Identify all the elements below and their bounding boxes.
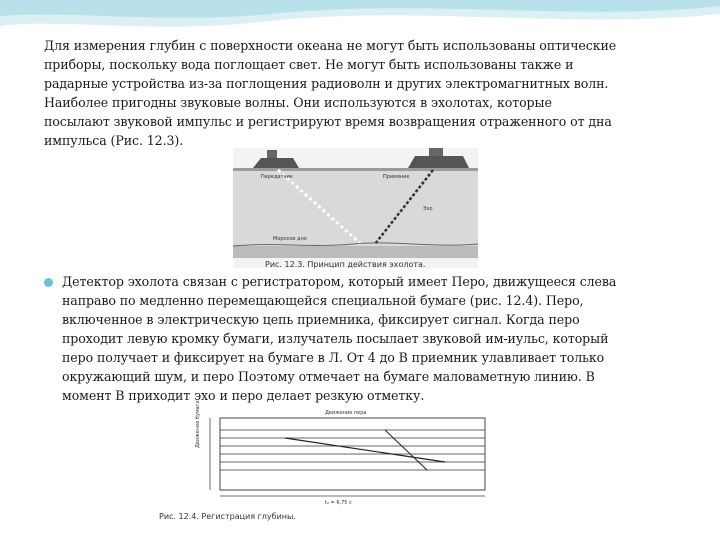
detector-paragraph (44, 272, 684, 405)
transmitter-label: Передатчик (261, 174, 293, 180)
time-label: t₂ = 6,75 с (325, 500, 352, 506)
paper-motion-label: Движение пера (325, 410, 367, 416)
text-line: окружающий шум, и перо Поэтому отмечает на бумаге маловаметную линию. В (62, 369, 595, 384)
seabed-label: Морское дно (273, 236, 307, 242)
bullet-icon (44, 278, 53, 287)
text-line: направо по медленно перемещающейся специальной бумаге (рис. 12.4). Перо, (62, 293, 584, 308)
depth-recording-figure (159, 400, 495, 526)
text-line: приборы, поскольку вода поглощает свет. Не могут быть использованы также и (44, 57, 574, 72)
text-line: Наиболее пригодны звуковые волны. Они используются в эхолотах, которые (44, 95, 552, 110)
echo-sounder-diagram (233, 148, 478, 258)
text-line: включенное в электрическую цепь приемника, фиксирует сигнал. Когда перо (62, 312, 580, 327)
text-line: радарные устройства из-за поглощения радиоволн и других электромагнитных волн. (44, 76, 609, 91)
echo-label: Эхо (423, 206, 433, 212)
figure1-caption: Рис. 12.3. Принцип действия эхолота. (265, 260, 426, 269)
receiver-label: Приемник (383, 174, 410, 180)
text-line: перо получает и фиксирует на бумаге в Л. От 4 до В приемник улавливает только (62, 350, 605, 365)
text-line: проходит левую кромку бумаги, излучатель посылает звуковой им-иульс, который (62, 331, 609, 346)
intro-paragraph (44, 36, 684, 150)
text-line: Для измерения глубин с поверхности океана не могут быть использованы оптические (44, 38, 617, 53)
text-line: момент В приходит эхо и перо делает резкую отметку. (62, 388, 425, 403)
decorative-wave-header (0, 0, 720, 40)
text-line: импульса (Рис. 12.3). (44, 133, 184, 148)
text-line: посылают звуковой импульс и регистрируют время возвращения отраженного от дна (44, 114, 612, 129)
echo-sounder-figure (233, 148, 478, 268)
figure2-caption: Рис. 12.4. Регистрация глубины. (159, 512, 296, 521)
vertical-label: Движение бумаги (195, 400, 201, 448)
bullet-line (44, 272, 684, 291)
text-line: Детектор эхолота связан с регистратором, который имеет Перо, движущееся слева (62, 274, 617, 289)
depth-recording-diagram (195, 408, 495, 508)
